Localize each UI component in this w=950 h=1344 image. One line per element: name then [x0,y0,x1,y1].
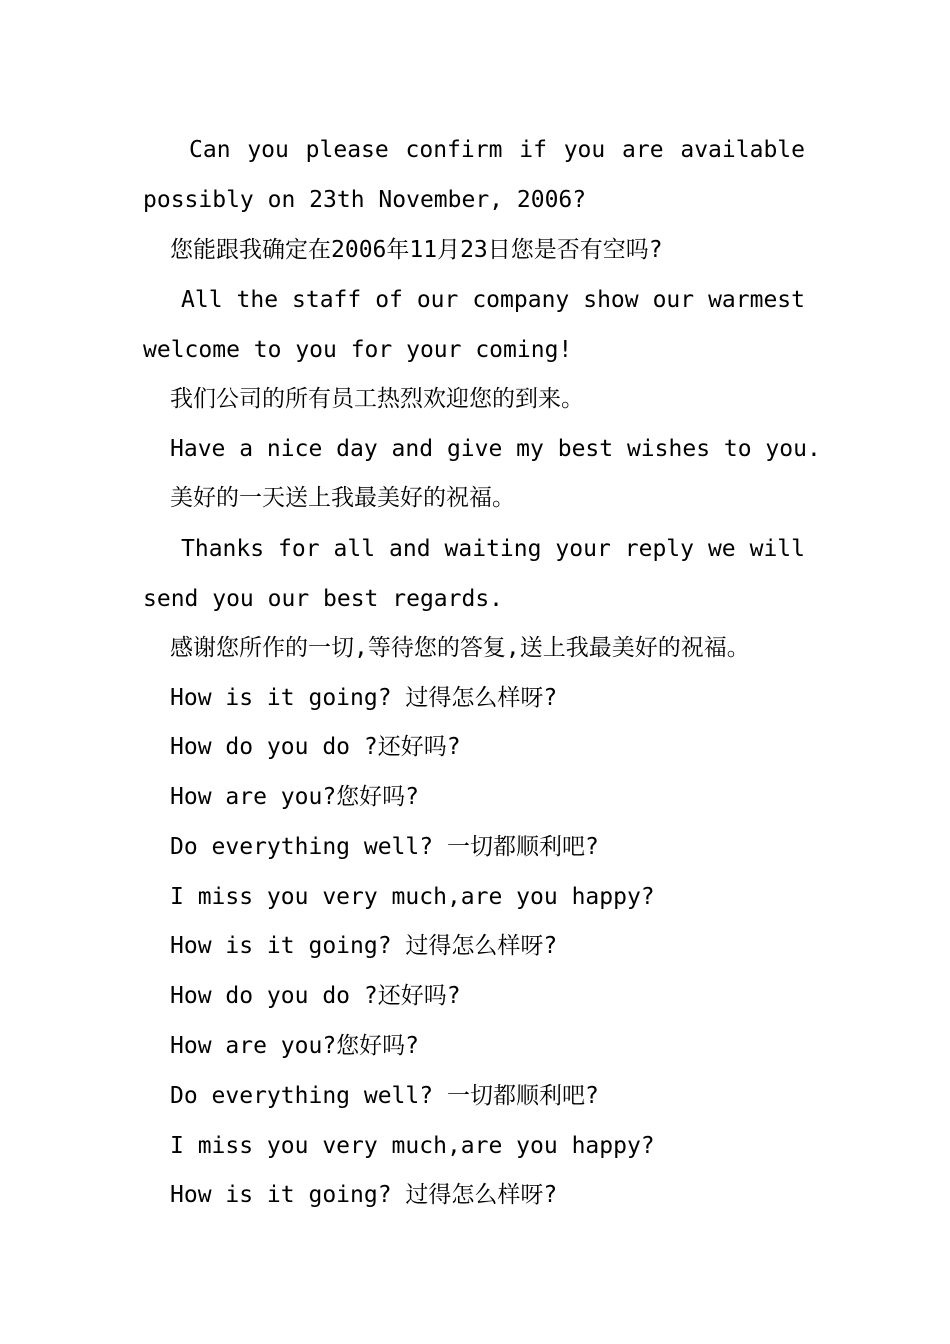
line-how-are-you-2: How are you?您好吗? [170,1033,420,1059]
line-how-is-it-going-2: How is it going? 过得怎么样呀? [170,933,558,959]
line-how-do-you-do-1: How do you do ?还好吗? [170,734,461,760]
line-do-everything-well-2: Do everything well? 一切都顺利吧? [170,1083,599,1109]
paragraph-nice-day-zh: 美好的一天送上我最美好的祝福。 [170,485,515,511]
paragraph-confirm-availability-zh: 您能跟我确定在2006年11月23日您是否有空吗? [170,237,663,263]
line-how-are-you-1: How are you?您好吗? [170,784,420,810]
line-miss-you-1: I miss you very much,are you happy? [170,884,655,910]
paragraph-warm-welcome-zh: 我们公司的所有员工热烈欢迎您的到来。 [170,386,584,412]
line-how-is-it-going-3: How is it going? 过得怎么样呀? [170,1182,558,1208]
line-miss-you-2: I miss you very much,are you happy? [170,1133,655,1159]
paragraph-thanks-reply: Thanks for all and waiting your reply we will send you our best regards. [143,536,805,612]
paragraph-nice-day: Have a nice day and give my best wishes to you. [170,436,821,462]
line-how-do-you-do-2: How do you do ?还好吗? [170,983,461,1009]
line-how-is-it-going-1: How is it going? 过得怎么样呀? [170,685,558,711]
paragraph-confirm-availability: Can you please confirm if you are available possibly on 23th November, 2006? [143,137,805,213]
paragraph-warm-welcome: All the staff of our company show our warmest welcome to you for your coming! [143,287,805,363]
paragraph-thanks-reply-zh: 感谢您所作的一切,等待您的答复,送上我最美好的祝福。 [170,635,750,661]
line-do-everything-well-1: Do everything well? 一切都顺利吧? [170,834,599,860]
